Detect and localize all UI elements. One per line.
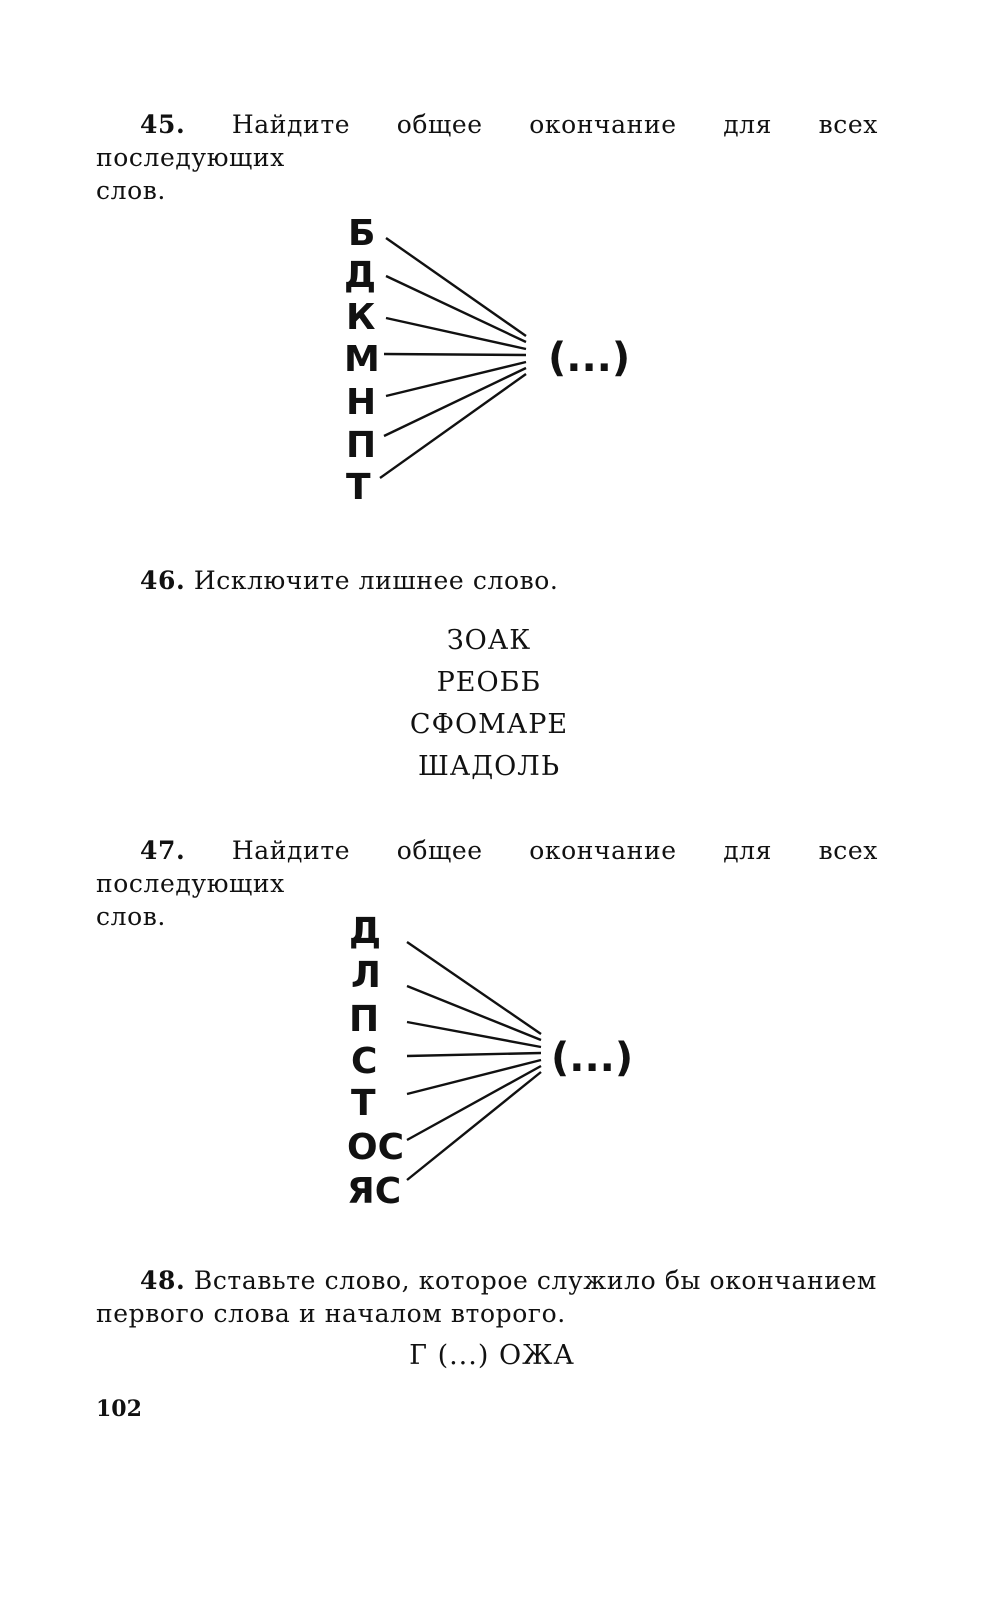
task-46-question: Исключите лишнее слово.	[193, 566, 559, 595]
page-number: 102	[96, 1396, 142, 1422]
connector-line	[380, 374, 526, 478]
connector-line	[407, 986, 541, 1040]
task-46-word: РЕОББ	[436, 667, 542, 698]
task-47-letter: ЯС	[347, 1171, 402, 1212]
task-45-letter: М	[344, 339, 380, 380]
connector-line	[384, 354, 526, 355]
task-45-question: Найдите общее окончание для всех последующих	[96, 110, 878, 172]
task-45-letter: Т	[346, 467, 371, 508]
task-47-question: Найдите общее окончание для всех последующих	[96, 836, 878, 898]
task-45-letter: П	[346, 425, 377, 466]
task-45-result: (...)	[548, 335, 631, 381]
task-48-text	[96, 1264, 878, 1330]
task-47-letter: С	[351, 1041, 378, 1082]
task-45-letter: Б	[348, 213, 376, 254]
task-46-text	[96, 564, 878, 597]
task-47-number: 47.	[140, 836, 186, 865]
task-48-number: 48.	[140, 1266, 186, 1295]
task-45-letter: Д	[344, 255, 377, 296]
task-47-letter: Д	[349, 911, 382, 952]
task-45-diagram	[340, 210, 660, 510]
task-47-diagram	[345, 908, 665, 1218]
task-48-question: Вставьте слово, которое служило бы окончанием	[193, 1266, 877, 1295]
task-46-word: СФОМАРЕ	[409, 709, 569, 740]
connector-line	[407, 1053, 541, 1056]
task-45-letter: Н	[346, 382, 377, 423]
task-46-number: 46.	[140, 566, 186, 595]
task-48-formula: Г (...) ОЖА	[409, 1340, 575, 1371]
task-45-number: 45.	[140, 110, 186, 139]
task-45-question-cont: слов.	[96, 176, 166, 205]
task-46-word-list	[0, 620, 984, 788]
connector-line	[407, 942, 541, 1034]
task-47-letter: ОС	[347, 1127, 405, 1168]
task-48-question-cont: первого слова и началом второго.	[96, 1299, 566, 1328]
task-47-letter: Т	[351, 1083, 376, 1124]
task-46-word: ШАДОЛЬ	[417, 751, 561, 782]
task-45-letter: К	[346, 297, 376, 338]
task-47-result: (...)	[551, 1035, 634, 1081]
task-46-word: ЗОАК	[446, 625, 532, 656]
task-47-letter: П	[349, 999, 380, 1040]
task-45-text	[96, 108, 878, 207]
connector-line	[407, 1022, 541, 1047]
task-47-letter: Л	[351, 955, 381, 996]
task-47-question-cont: слов.	[96, 902, 166, 931]
